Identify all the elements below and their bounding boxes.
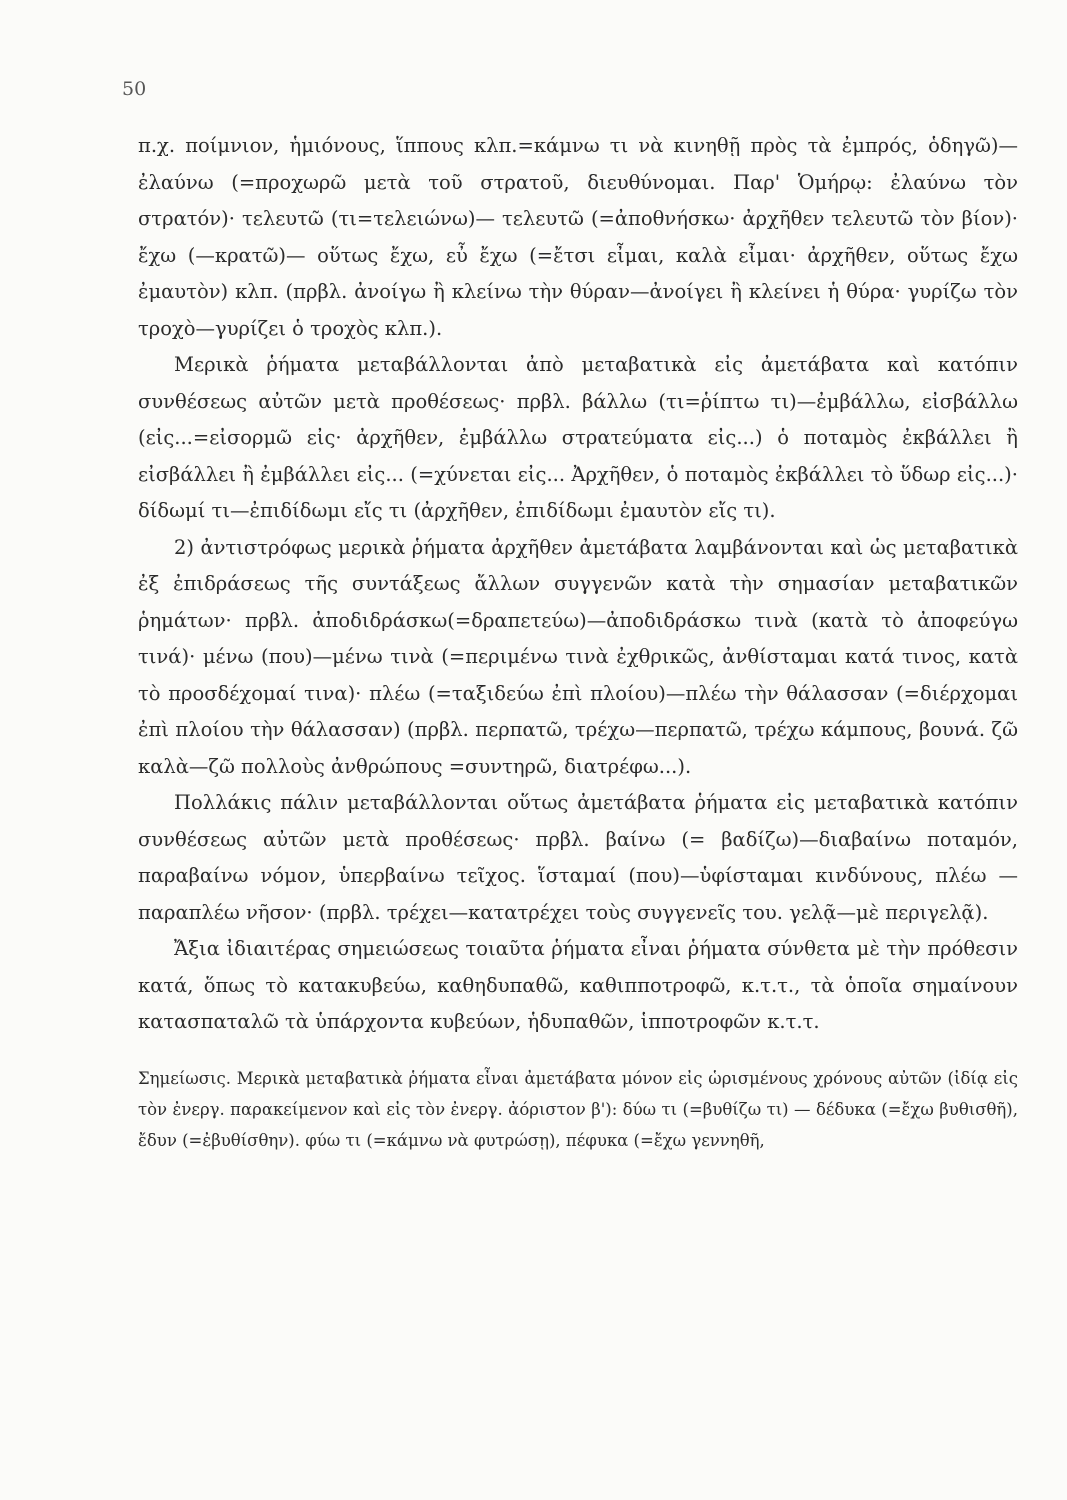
paragraph-2: Μερικὰ ῥήματα μεταβάλλονται ἀπὸ μεταβατικὰ εἰς ἀμετάβατα καὶ κατόπιν συνθέσεως αὐτῶν μετὰ προθέσεως· πρβλ. βάλλω (τι=ῥίπτω τι)—ἐμβάλλω, εἰσβάλλω (εἰς...=εἰσορμῶ εἰς· ἀρχῆθεν, ἐμβάλλω στρατεύματα εἰς...) ὁ ποταμὸς ἐκβάλλει ἢ εἰσβάλλει ἢ ἐμβάλλει εἰς... (=χύνεται εἰς... Ἀρχῆθεν, ὁ ποταμὸς ἐκβάλλει τὸ ὕδωρ εἰς...)· δίδωμί τι—ἐπιδίδωμι εἴς τι (ἀρχῆθεν, ἐπιδίδωμι ἐμαυτὸν εἴς τι). bbox=[138, 353, 1018, 522]
page-body bbox=[138, 128, 1018, 1172]
paragraph-4: Πολλάκις πάλιν μεταβάλλονται οὕτως ἀμετάβατα ῥήματα εἰς μεταβατικὰ κατόπιν συνθέσεως αὐτῶν μετὰ προθέσεως· πρβλ. βαίνω (= βαδίζω)—διαβαίνω ποταμόν, παραβαίνω νόμον, ὑπερβαίνω τεῖχος. ἵσταμαί (που)—ὑφίσταμαι κινδύνους, πλέω —παραπλέω νῆσον· (πρβλ. τρέχει—κατατρέχει τοὺς συγγενεῖς του. γελᾷ—μὲ περιγελᾷ). bbox=[138, 791, 1018, 924]
page-number: 50 bbox=[122, 78, 147, 100]
paragraph-5: Ἄξια ἰδιαιτέρας σημειώσεως τοιαῦτα ῥήματα εἶναι ῥήματα σύνθετα μὲ τὴν πρόθεσιν κατά, ὅπως τὸ κατακυβεύω, καθηδυπαθῶ, καθιπποτροφῶ, κ.τ.τ., τὰ ὁποῖα σημαίνουν κατασπαταλῶ τὰ ὑπάρχοντα κυβεύων, ἡδυπαθῶν, ἱπποτροφῶν κ.τ.τ. bbox=[138, 937, 1018, 1033]
footnote-note: Σημείωσις. Μερικὰ μεταβατικὰ ῥήματα εἶναι ἀμετάβατα μόνον εἰς ὡρισμένους χρόνους αὐτῶν (ἰδίᾳ εἰς τὸν ἐνεργ. παρακείμενον καὶ εἰς τὸν ἐνεργ. ἀόριστον β'): δύω τι (=βυθίζω τι) — δέδυκα (=ἔχω βυθισθῆ), ἔδυν (=ἐβυθίσθην). φύω τι (=κάμνω νὰ φυτρώσῃ), πέφυκα (=ἔχω γεννηθῆ, bbox=[138, 1068, 1018, 1150]
paragraph-3: 2) ἀντιστρόφως μερικὰ ῥήματα ἀρχῆθεν ἀμετάβατα λαμβάνονται καὶ ὡς μεταβατικὰ ἐξ ἐπιδράσεως τῆς συντάξεως ἄλλων συγγενῶν κατὰ τὴν σημασίαν μεταβατικῶν ῥημάτων· πρβλ. ἀποδιδράσκω(=δραπετεύω)—ἀποδιδράσκω τινὰ (κατὰ τὸ ἀποφεύγω τινά)· μένω (που)—μένω τινὰ (=περιμένω τινὰ ἐχθρικῶς, ἀνθίσταμαι κατά τινος, κατὰ τὸ προσδέχομαί τινα)· πλέω (=ταξιδεύω ἐπὶ πλοίου)—πλέω τὴν θάλασσαν (=διέρχομαι ἐπὶ πλοίου τὴν θάλασσαν) (πρβλ. περπατῶ, τρέχω—περπατῶ, τρέχω κάμπους, βουνά. ζῶ καλὰ—ζῶ πολλοὺς ἀνθρώπους =συντηρῶ, διατρέφω...). bbox=[138, 535, 1018, 778]
paragraph-1: π.χ. ποίμνιον, ἡμιόνους, ἵππους κλπ.=κάμνω τι νὰ κινηθῇ πρὸς τὰ ἐμπρός, ὁδηγῶ)— ἐλαύνω (=προχωρῶ μετὰ τοῦ στρατοῦ, διευθύνομαι. Παρ' Ὁμήρῳ: ἐλαύνω τὸν στρατόν)· τελευτῶ (τι=τελειώνω)— τελευτῶ (=ἀποθνήσκω· ἀρχῆθεν τελευτῶ τὸν βίον)· ἔχω (—κρατῶ)— οὕτως ἔχω, εὖ ἔχω (=ἔτσι εἶμαι, καλὰ εἶμαι· ἀρχῆθεν, οὕτως ἔχω ἐμαυτὸν) κλπ. (πρβλ. ἀνοίγω ἢ κλείνω τὴν θύραν—ἀνοίγει ἢ κλείνει ἡ θύρα· γυρίζω τὸν τροχὸ—γυρίζει ὁ τροχὸς κλπ.). bbox=[138, 134, 1018, 340]
